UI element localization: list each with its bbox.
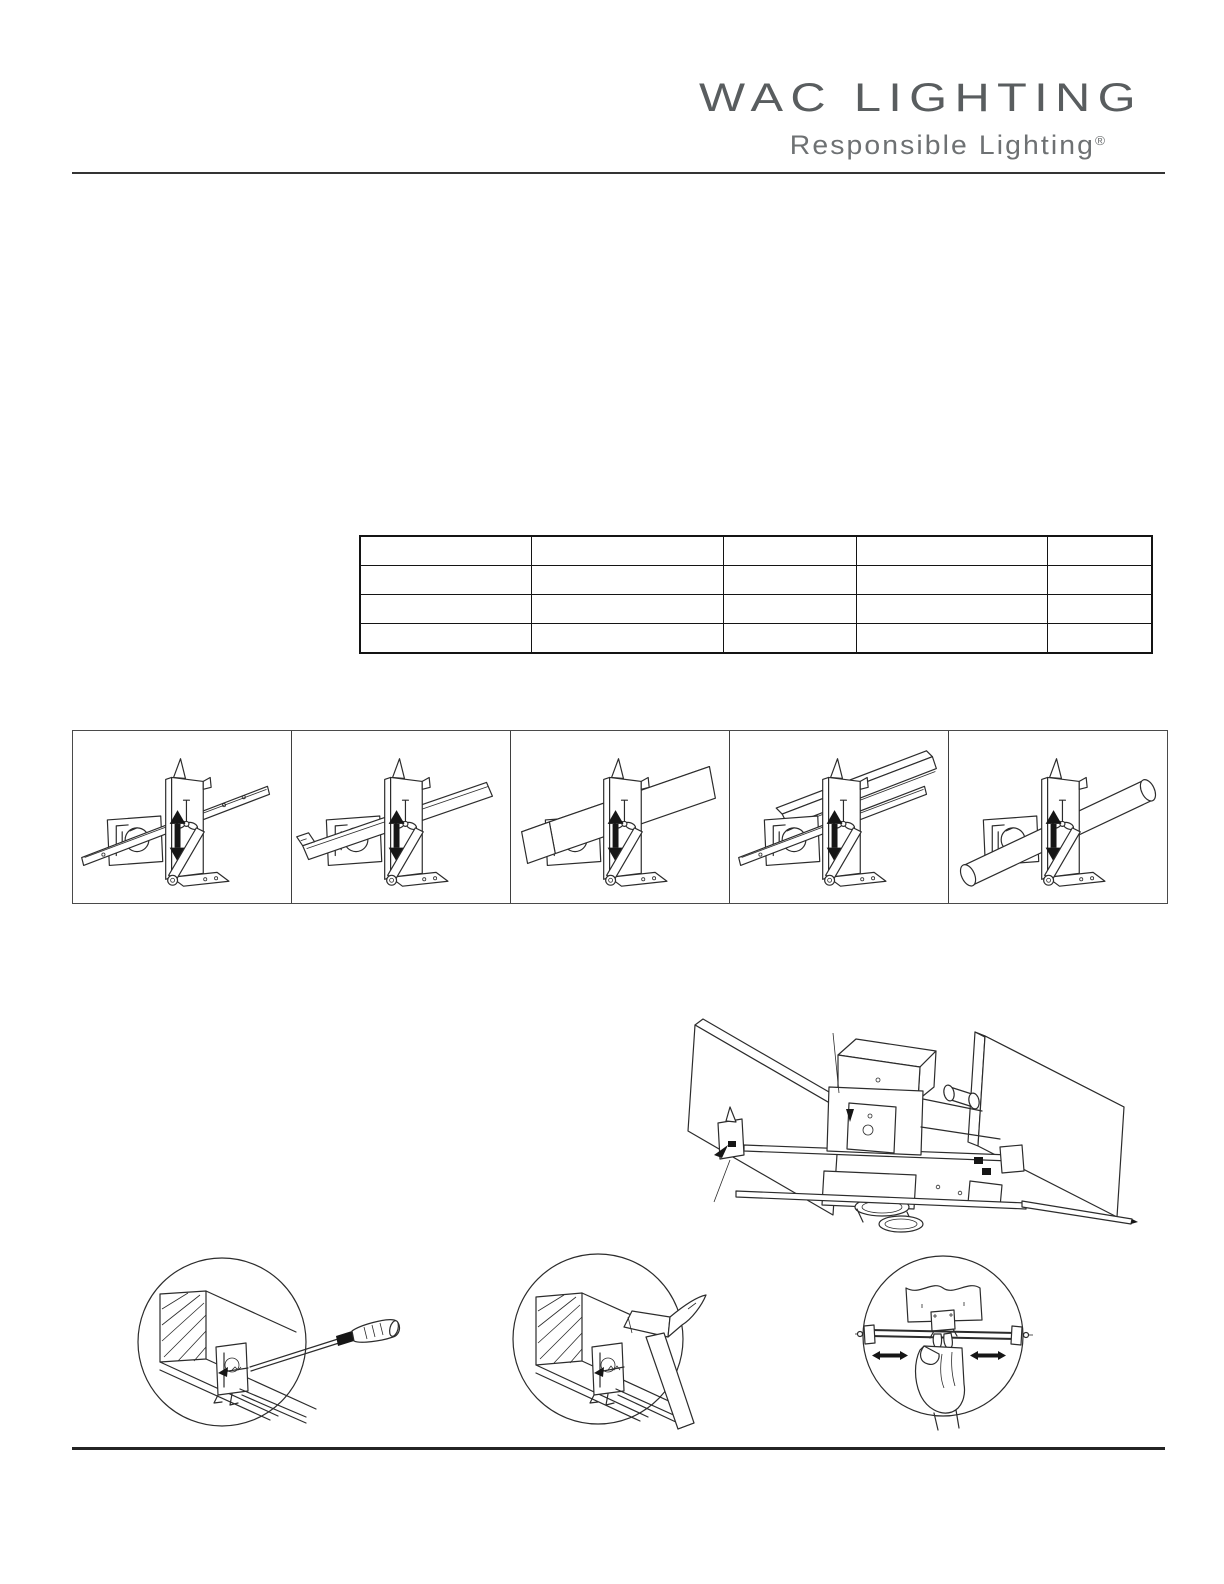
table-cell [531,595,723,624]
header-divider [72,172,1165,174]
table-cell [723,536,856,566]
logo-wordmark: WAC LIGHTING [699,76,1143,120]
wac-lighting-logo [699,76,1143,161]
table-cell [723,624,856,654]
table-cell [1047,566,1152,595]
table-cell [856,566,1047,595]
table-cell [531,536,723,566]
table-cell [1047,624,1152,654]
housing-mounted-between-joists-figure [670,995,1140,1245]
table-row [360,595,1152,624]
table-row [360,536,1152,566]
hand-slide-bar-detail-figure [854,1250,1040,1432]
table-cell [723,595,856,624]
spec-table [359,535,1153,654]
spec-table-body [360,536,1152,653]
table-cell [360,566,531,595]
conduit-mount-figure [948,731,1167,903]
table-cell [531,624,723,654]
table-cell [856,536,1047,566]
table-row [360,624,1152,654]
table-cell [360,536,531,566]
hammer-nail-detail-figure [498,1247,798,1445]
table-cell [723,566,856,595]
flat-hanger-bar-mount-figure [73,731,291,903]
c-channel-mount-figure [291,731,510,903]
table-cell [360,624,531,654]
table-cell [360,595,531,624]
mounting-methods-figure-strip [72,730,1168,904]
table-row [360,566,1152,595]
registered-mark-icon: ® [1095,133,1108,148]
table-cell [531,566,723,595]
table-cell [1047,595,1152,624]
steel-beam-mount-figure [729,731,948,903]
screwdriver-fasten-detail-figure [120,1249,410,1445]
table-cell [1047,536,1152,566]
table-cell [856,624,1047,654]
wood-joist-mount-figure [510,731,729,903]
table-cell [856,595,1047,624]
logo-tagline: Responsible Lighting® [789,130,1108,160]
footer-divider [72,1447,1165,1450]
